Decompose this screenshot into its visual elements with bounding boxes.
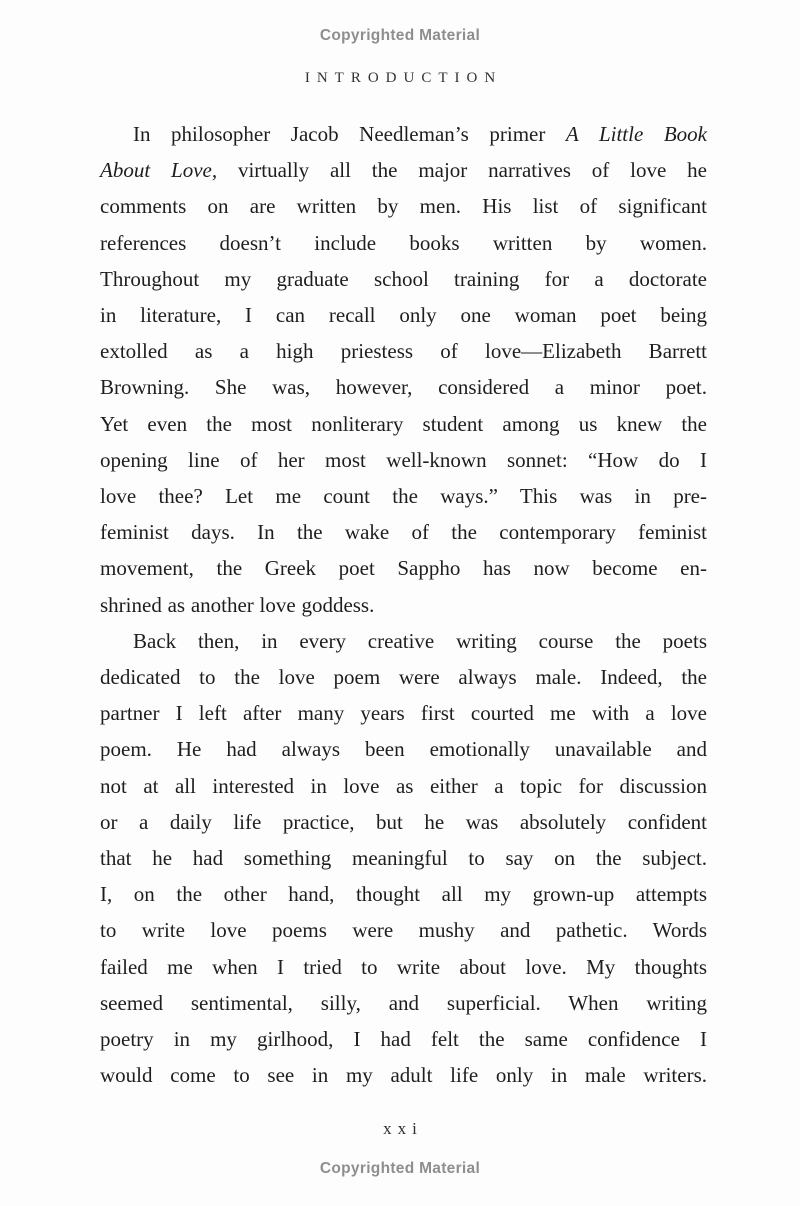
- text-line: Browning. She was, however, considered a minor poet.: [100, 375, 707, 400]
- text-line: not at all interested in love as either a topic for discussion: [100, 773, 707, 798]
- text-line: movement, the Greek poet Sappho has now become en-: [100, 556, 707, 581]
- text-line: dedicated to the love poem were always male. Indeed, the: [100, 665, 707, 690]
- text-line: seemed sentimental, silly, and superficial. When writing: [100, 990, 707, 1015]
- text-line: extolled as a high priestess of love—Elizabeth Barrett: [100, 339, 707, 364]
- body-text: [100, 116, 707, 1093]
- text-line: I, on the other hand, thought all my grown-up attempts: [100, 882, 707, 907]
- text-line: Back then, in every creative writing course the poets: [133, 628, 707, 653]
- text-line: references doesn’t include books written by women.: [100, 230, 707, 255]
- text-line: that he had something meaningful to say on the subject.: [100, 846, 707, 871]
- text-line: shrined as another love goddess.: [100, 592, 375, 617]
- page-number: xxi: [383, 1119, 423, 1138]
- text-line: Yet even the most nonliterary student among us knew the: [100, 411, 707, 436]
- text-line: feminist days. In the wake of the contemporary feminist: [100, 520, 707, 545]
- text-line: poem. He had always been emotionally unavailable and: [100, 737, 707, 762]
- copyright-notice-top: Copyrighted Material: [319, 27, 481, 44]
- text-line: opening line of her most well-known sonnet: “How do I: [100, 447, 707, 472]
- text-line: would come to see in my adult life only in male writers.: [100, 1063, 707, 1088]
- text-line: to write love poems were mushy and pathetic. Words: [100, 918, 707, 943]
- text-line: In philosopher Jacob Needleman’s primer A Little Book: [133, 122, 707, 146]
- text-line: in literature, I can recall only one woman poet being: [100, 303, 707, 328]
- text-line: failed me when I tried to write about love. My thoughts: [100, 954, 707, 979]
- text-line: or a daily life practice, but he was absolutely confident: [100, 809, 707, 834]
- text-line: Throughout my graduate school training for a doctorate: [100, 266, 707, 291]
- text-line: comments on are written by men. His list of significant: [100, 194, 707, 219]
- text-line: About Love, virtually all the major narratives of love he: [100, 158, 707, 183]
- copyright-notice-bottom: Copyrighted Material: [319, 1160, 481, 1177]
- text-line: partner I left after many years first courted me with a love: [100, 701, 707, 726]
- chapter-header: INTRODUCTION: [304, 70, 503, 86]
- text-line: love thee? Let me count the ways.” This was in pre-: [100, 484, 707, 509]
- text-line: poetry in my girlhood, I had felt the same confidence I: [100, 1027, 707, 1052]
